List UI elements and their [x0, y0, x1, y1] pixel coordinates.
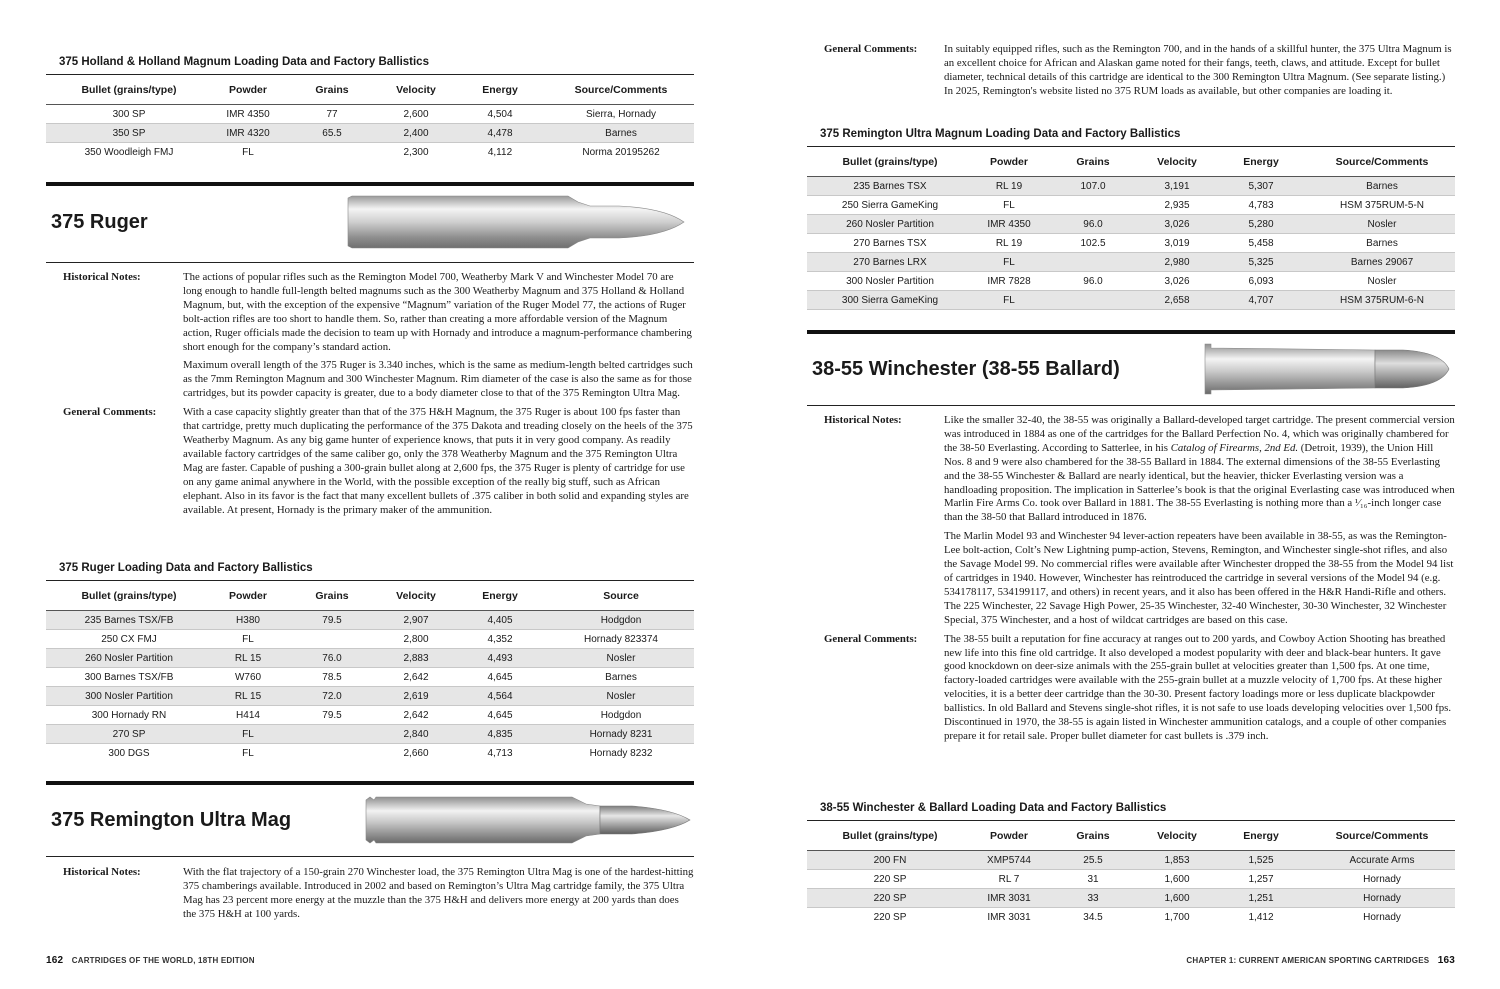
- cartridge-image: [344, 192, 689, 252]
- column-header: Velocity: [380, 75, 452, 105]
- table-row: [46, 687, 694, 706]
- table-cell: 4,835: [452, 725, 548, 744]
- data-table: [46, 75, 694, 161]
- historical-notes-label: Historical Notes:: [63, 866, 141, 878]
- table-cell: IMR 7828: [987, 275, 1031, 287]
- page-number: 162: [46, 955, 64, 966]
- general-comments-text: In suitably equipped rifles, such as the Remington 700, and in the hands of a skillful hunter, the 375 Ultra Magnum is an excellent choice for African and Alaskan game noted for their fangs, teeth, claws, and attitude. Except for bullet diameter, technical details of this cartridge are identical to the 300 Remington Ultra Magnum. (See separate listing.) In 2025, Remington's website listed no 375 RUM loads as available, but other companies are loading it.: [944, 43, 1452, 97]
- table-cell: 72.0: [284, 687, 380, 706]
- historical-notes-label: Historical Notes:: [824, 414, 902, 426]
- table-row: [46, 105, 694, 124]
- table-cell: 2,660: [403, 747, 429, 759]
- table-cell: 33: [1045, 889, 1141, 908]
- section-title-375-rum: 375 Remington Ultra Mag: [51, 809, 292, 831]
- table-cell: W760: [234, 671, 262, 683]
- table-cell: [1045, 253, 1141, 272]
- column-header: Powder: [973, 147, 1045, 177]
- text-run: Like the smaller 32-40, the 38-55 was originally a Ballard-developed target cartridge. The present commercial version was introduced in 1884 as one of the cartridges for the Ballard Perfection No. 4, which was originally chambered for the 38-50 Everlasting. According to Satterlee, in his: [944, 414, 1455, 454]
- table-cell: RL 19: [995, 237, 1023, 249]
- table-cell: 2,980: [1141, 253, 1213, 272]
- table-row: [46, 630, 694, 649]
- page-number: 163: [1437, 955, 1455, 966]
- historical-notes-text: Maximum overall length of the 375 Ruger is 3.340 inches, which is the same as medium-length belted cartridges such as the 7mm Remington Magnum and 300 Winchester Magnum. Rim diameter of the case is also the same as for those cartridges, but its powder capacity is greater, due to a body diameter close to that of the 375 Remington Ultra Mag.: [183, 359, 693, 400]
- table-row: [46, 143, 694, 162]
- table-cell: 96.0: [1045, 215, 1141, 234]
- column-header: Powder: [212, 75, 284, 105]
- left-page: [46, 0, 694, 989]
- table-row: [807, 870, 1455, 889]
- table-cell: 3,026: [1164, 275, 1190, 287]
- column-header: Bullet (grains/type): [807, 821, 973, 851]
- table-cell: Nosler: [1367, 275, 1397, 287]
- table-cell: Hornady 8232: [589, 747, 653, 759]
- table-title: 375 Holland & Holland Magnum Loading Data and Factory Ballistics: [59, 56, 429, 68]
- table-row: [807, 196, 1455, 215]
- table-cell: [284, 630, 380, 649]
- table-cell: 350 Woodleigh FMJ: [84, 146, 174, 158]
- table-cell: Nosler: [548, 649, 694, 668]
- table-cell: 5,307: [1213, 177, 1309, 196]
- table-cell: RL 7: [998, 873, 1020, 885]
- table-cell: [284, 744, 380, 763]
- section-rule: [807, 330, 1455, 334]
- table-cell: 4,645: [487, 709, 513, 721]
- table-cell: 1,600: [1164, 873, 1190, 885]
- table-cell: Barnes: [605, 671, 637, 683]
- page-footer: [46, 955, 255, 966]
- table-cell: 2,642: [403, 709, 429, 721]
- table-cell: 300 Nosler Partition: [846, 275, 934, 287]
- table-cell: Hornady 8231: [548, 725, 694, 744]
- column-header: Powder: [212, 581, 284, 611]
- table-cell: Hodgdon: [600, 709, 642, 721]
- table-cell: 300 Sierra GameKing: [807, 291, 973, 310]
- table-cell: FL: [973, 253, 1045, 272]
- column-header: Energy: [1213, 147, 1309, 177]
- book-title: Catalog of Firearms, 2nd Ed.: [1170, 441, 1299, 454]
- data-table: [807, 147, 1455, 310]
- table-cell: 3,026: [1141, 215, 1213, 234]
- table-cell: 2,883: [380, 649, 452, 668]
- column-header: Bullet (grains/type): [807, 147, 973, 177]
- column-header: Source/Comments: [548, 75, 694, 105]
- table-cell: 1,257: [1248, 873, 1274, 885]
- table-row: [46, 725, 694, 744]
- table-375-rum: [807, 128, 1455, 310]
- table-cell: 5,280: [1213, 215, 1309, 234]
- table-cell: 300 Hornady RN: [91, 709, 167, 721]
- column-header: Bullet (grains/type): [46, 75, 212, 105]
- table-cell: 4,504: [487, 108, 513, 120]
- table-cell: FL: [212, 725, 284, 744]
- table-38-55: [807, 802, 1455, 926]
- column-header: Grains: [1045, 147, 1141, 177]
- table-cell: Hornady: [1309, 889, 1455, 908]
- table-cell: 4,713: [487, 747, 513, 759]
- table-cell: FL: [1003, 199, 1015, 211]
- table-cell: [284, 725, 380, 744]
- historical-notes-text: [944, 414, 1455, 525]
- table-cell: 31: [1087, 873, 1099, 885]
- table-cell: 220 SP: [873, 873, 907, 885]
- table-row: [807, 908, 1455, 927]
- table-cell: Hodgdon: [548, 611, 694, 630]
- table-cell: RL 15: [212, 649, 284, 668]
- table-cell: 4,564: [452, 687, 548, 706]
- column-header: Bullet (grains/type): [46, 581, 212, 611]
- table-cell: 235 Barnes TSX/FB: [46, 611, 212, 630]
- table-cell: 1,412: [1248, 911, 1274, 923]
- table-cell: 4,645: [487, 671, 513, 683]
- table-cell: 300 SP: [112, 108, 146, 120]
- table-cell: [1045, 291, 1141, 310]
- table-cell: 4,707: [1213, 291, 1309, 310]
- table-cell: IMR 3031: [987, 911, 1031, 923]
- table-cell: 2,658: [1141, 291, 1213, 310]
- table-cell: 260 Nosler Partition: [46, 649, 212, 668]
- table-cell: 200 FN: [807, 851, 973, 870]
- right-page: [807, 0, 1455, 989]
- column-header: Energy: [452, 581, 548, 611]
- table-cell: 2,619: [380, 687, 452, 706]
- table-cell: 1,525: [1213, 851, 1309, 870]
- table-row: [807, 215, 1455, 234]
- table-row: [807, 272, 1455, 291]
- cartridge-image: [1203, 340, 1453, 398]
- table-cell: 4,112: [487, 146, 513, 158]
- page-footer: [1186, 955, 1455, 966]
- table-cell: IMR 4350: [973, 215, 1045, 234]
- notes-375-rum-general: [807, 43, 1455, 104]
- table-cell: Sierra, Hornady: [585, 108, 657, 120]
- table-cell: 270 Barnes TSX: [853, 237, 927, 249]
- text-run: (Detroit, 1939), the Union Hill Nos. 8 and 9 were also chambered for the 38-55 Ballard in 1884. The external dimensions of the 38-55 Everlasting and the 38-55 Winchester & Ballard are nearly identical, but the heavier, thicker Everlasting version was a handloading proposition. The implication in Satterlee’s book is that the original Everlasting case was introduced when Marlin Fire Arms Co. took over Ballard in 1881. The 38-55 Everlasting is nothing more than a ¹⁄₁₆-inch longer case than the 38-50 that Ballard introduced in 1876.: [944, 441, 1455, 524]
- table-375-ruger: [46, 562, 694, 762]
- table-cell: 4,478: [452, 124, 548, 143]
- column-header: Energy: [452, 75, 548, 105]
- table-cell: 2,400: [380, 124, 452, 143]
- table-row: [807, 253, 1455, 272]
- table-cell: 79.5: [322, 709, 342, 721]
- table-cell: 300 Barnes TSX/FB: [84, 671, 174, 683]
- section-title-375-ruger: 375 Ruger: [51, 211, 148, 233]
- table-cell: 2,907: [380, 611, 452, 630]
- table-row: [46, 706, 694, 725]
- table-cell: RL 19: [973, 177, 1045, 196]
- table-cell: 65.5: [284, 124, 380, 143]
- data-table: [807, 821, 1455, 926]
- section-rule: [46, 182, 694, 186]
- table-cell: 4,493: [452, 649, 548, 668]
- column-header: Source/Comments: [1309, 821, 1455, 851]
- table-cell: 3,191: [1141, 177, 1213, 196]
- general-comments-label: General Comments:: [63, 406, 157, 419]
- notes-38-55: [807, 414, 1455, 749]
- table-title: 375 Ruger Loading Data and Factory Ballistics: [59, 562, 313, 574]
- general-comments-text: With a case capacity slightly greater than that of the 375 H&H Magnum, the 375 Ruger is about 100 fps faster than that cartridge, pretty much duplicating the performance of the 375 Dakota and treading closely on the heels of the 375 Weatherby Magnum. As any big game hunter of experience knows, that puts it in very good company. As readily available factory cartridges of the same caliber go, only the 378 Weatherby Magnum and the 375 Remington Ultra Mag are faster. Capable of pushing a 300-grain bullet along at 2,600 fps, the 375 Ruger is plenty of cartridge for use on any game animal anywhere in the World, with the possible exception of the really big stuff, such as African elephant. Also in its favor is the fact that many excellent bullets of .375 caliber in both solid and expanding styles are available. At present, Hornady is the primary maker of the ammunition.: [183, 406, 693, 516]
- general-comments-label: General Comments:: [824, 43, 918, 55]
- table-cell: 1,600: [1141, 889, 1213, 908]
- column-header: Velocity: [380, 581, 452, 611]
- table-cell: 270 Barnes LRX: [807, 253, 973, 272]
- column-header: Grains: [1045, 821, 1141, 851]
- historical-notes-text: With the flat trajectory of a 150-grain 270 Winchester load, the 375 Remington Ultra Mag is one of the hardest-hitting 375 chamberings available. Introduced in 2002 and based on Remington’s Ultra Mag cartridge family, the 375 Ultra Mag has 23 percent more energy at the muzzle than the 375 H&H and delivers more energy at 200 yards than does the 375 H&H at 100 yards.: [183, 866, 694, 920]
- table-cell: FL: [973, 291, 1045, 310]
- table-cell: HSM 375RUM-6-N: [1309, 291, 1455, 310]
- column-header: Grains: [284, 75, 380, 105]
- table-row: [807, 851, 1455, 870]
- table-cell: 78.5: [322, 671, 342, 683]
- table-row: [46, 744, 694, 763]
- cartridge-image: [364, 792, 692, 848]
- table-cell: IMR 4320: [212, 124, 284, 143]
- table-cell: 235 Barnes TSX: [807, 177, 973, 196]
- historical-notes-text: The Marlin Model 93 and Winchester 94 lever-action repeaters have been available in 38-55, as was the Remington-Lee bolt-action, Colt’s New Lightning pump-action, Stevens, Remington, and Winchester single-shot rifles, and also the Savage Model 99. No commercial rifles were available after Winchester dropped the 38-55 from the Model 94 list of cartridges in 1940. However, Winchester has reintroduced the cartridge in several versions of the Model 94 (e.g. 534178117, 534199117, and others) in recent years, and it also has been offered in the H&R Handi-Rifle and others. The 225 Winchester, 22 Savage High Power, 25-35 Winchester, 32-40 Winchester, 30-30 Winchester, 32 Winchester Special, 375 Winchester, and a host of wildcat cartridges are based on this case.: [944, 530, 1454, 626]
- table-cell: 96.0: [1083, 275, 1103, 287]
- table-cell: H380: [212, 611, 284, 630]
- column-header: Source: [548, 581, 694, 611]
- historical-notes-label: Historical Notes:: [63, 271, 141, 283]
- table-cell: 1,700: [1164, 911, 1190, 923]
- notes-375-rum: [46, 866, 694, 927]
- table-cell: 102.5: [1080, 237, 1106, 249]
- table-cell: 5,325: [1213, 253, 1309, 272]
- column-header: Grains: [284, 581, 380, 611]
- table-cell: 250 Sierra GameKing: [841, 199, 939, 211]
- table-title: 38-55 Winchester & Ballard Loading Data and Factory Ballistics: [820, 802, 1167, 814]
- column-header: Energy: [1213, 821, 1309, 851]
- table-cell: 79.5: [284, 611, 380, 630]
- table-cell: Nosler: [1309, 215, 1455, 234]
- table-cell: 220 SP: [873, 911, 907, 923]
- table-cell: 270 SP: [46, 725, 212, 744]
- table-cell: 2,800: [403, 633, 429, 645]
- table-cell: RL 15: [212, 687, 284, 706]
- table-cell: [1045, 196, 1141, 215]
- table-cell: Hornady 823374: [584, 633, 658, 645]
- table-cell: 4,352: [487, 633, 513, 645]
- table-cell: 2,935: [1164, 199, 1190, 211]
- historical-notes-text: The actions of popular rifles such as the Remington Model 700, Weatherby Mark V and Winchester Model 70 are long enough to handle full-length belted magnums such as the 300 Weatherby Magnum and 375 Holland & Holland Magnum, but, with the exception of the expensive “Magnum” variation of the Ruger Model 77, the actions of Ruger bolt-action rifles are too short to handle them. So, rather than creating a more affordable version of the Magnum action, Ruger officials made the decision to team up with Hornady and introduce a magnum-performance chambering short enough for the company’s standard action.: [183, 271, 692, 353]
- table-cell: 34.5: [1083, 911, 1103, 923]
- table-cell: 77: [326, 108, 338, 120]
- footer-text: CHAPTER 1: CURRENT AMERICAN SPORTING CARTRIDGES: [1186, 956, 1430, 965]
- column-header: Velocity: [1141, 147, 1213, 177]
- table-cell: 220 SP: [807, 889, 973, 908]
- column-header: Powder: [973, 821, 1045, 851]
- general-comments-label: General Comments:: [824, 632, 918, 645]
- table-row: [807, 177, 1455, 196]
- table-title: 375 Remington Ultra Magnum Loading Data and Factory Ballistics: [820, 128, 1181, 140]
- table-row: [807, 234, 1455, 253]
- table-row: [46, 124, 694, 143]
- table-cell: 260 Nosler Partition: [807, 215, 973, 234]
- table-cell: HSM 375RUM-5-N: [1340, 199, 1424, 211]
- table-cell: 107.0: [1045, 177, 1141, 196]
- table-cell: 2,840: [380, 725, 452, 744]
- table-cell: FL: [242, 146, 254, 158]
- column-header: Velocity: [1141, 821, 1213, 851]
- table-cell: 1,251: [1213, 889, 1309, 908]
- table-cell: 300 DGS: [108, 747, 150, 759]
- table-cell: Nosler: [548, 687, 694, 706]
- table-cell: 6,093: [1248, 275, 1274, 287]
- table-cell: 76.0: [284, 649, 380, 668]
- table-cell: 3,019: [1164, 237, 1190, 249]
- table-cell: 25.5: [1045, 851, 1141, 870]
- table-cell: 250 CX FMJ: [101, 633, 157, 645]
- table-cell: Barnes: [548, 124, 694, 143]
- table-cell: FL: [242, 633, 254, 645]
- table-row: [46, 668, 694, 687]
- table-cell: IMR 4350: [226, 108, 270, 120]
- table-375hh: [46, 56, 694, 161]
- table-cell: 5,458: [1248, 237, 1274, 249]
- table-row: [807, 889, 1455, 908]
- table-cell: XMP5744: [973, 851, 1045, 870]
- column-header: Source/Comments: [1309, 147, 1455, 177]
- table-cell: H414: [236, 709, 260, 721]
- table-cell: Hornady: [1363, 873, 1401, 885]
- section-rule: [46, 781, 694, 785]
- table-row: [46, 611, 694, 630]
- table-cell: 2,642: [403, 671, 429, 683]
- section-title-38-55: 38-55 Winchester (38-55 Ballard): [812, 358, 1120, 380]
- table-cell: 2,600: [403, 108, 429, 120]
- table-cell: 1,853: [1141, 851, 1213, 870]
- table-cell: 4,783: [1248, 199, 1274, 211]
- table-row: [807, 291, 1455, 310]
- general-comments-text: The 38-55 built a reputation for fine accuracy at ranges out to 200 yards, and Cowboy Action Shooting has breathed new life into this fine old cartridge. It also developed a modest popularity with deer and black-bear hunters. It gave good knockdown on deer-size animals with the 255-grain bullet at velocities greater than 1,500 fps. At one time, factory-loaded cartridges were available with the 255-grain bullet at a muzzle velocity of 1,700 fps. At these higher velocities, it is a better deer cartridge than the 30-30. Present factory loadings more or less duplicate blackpowder ballistics. In old Ballard and Stevens single-shot rifles, it is not safe to use loads developing velocities over 1,500 fps. Discontinued in 1970, the 38-55 is again listed in Winchester ammunition catalogs, and a couple of other companies prepare it for retail sale. Proper bullet diameter for cast bullets is .379 inch.: [944, 632, 1452, 742]
- table-cell: 300 Nosler Partition: [46, 687, 212, 706]
- table-cell: 4,405: [452, 611, 548, 630]
- table-cell: IMR 3031: [973, 889, 1045, 908]
- footer-text: CARTRIDGES OF THE WORLD, 18TH EDITION: [71, 956, 255, 965]
- table-row: [46, 649, 694, 668]
- table-cell: Norma 20195262: [582, 146, 660, 158]
- table-cell: Accurate Arms: [1309, 851, 1455, 870]
- table-cell: Barnes: [1366, 237, 1398, 249]
- table-cell: 350 SP: [46, 124, 212, 143]
- notes-375-ruger: [46, 271, 694, 522]
- table-cell: Barnes 29067: [1309, 253, 1455, 272]
- table-cell: FL: [242, 747, 254, 759]
- data-table: [46, 581, 694, 762]
- table-cell: [284, 143, 380, 162]
- table-cell: Hornady: [1363, 911, 1401, 923]
- table-cell: 2,300: [403, 146, 429, 158]
- table-cell: Barnes: [1309, 177, 1455, 196]
